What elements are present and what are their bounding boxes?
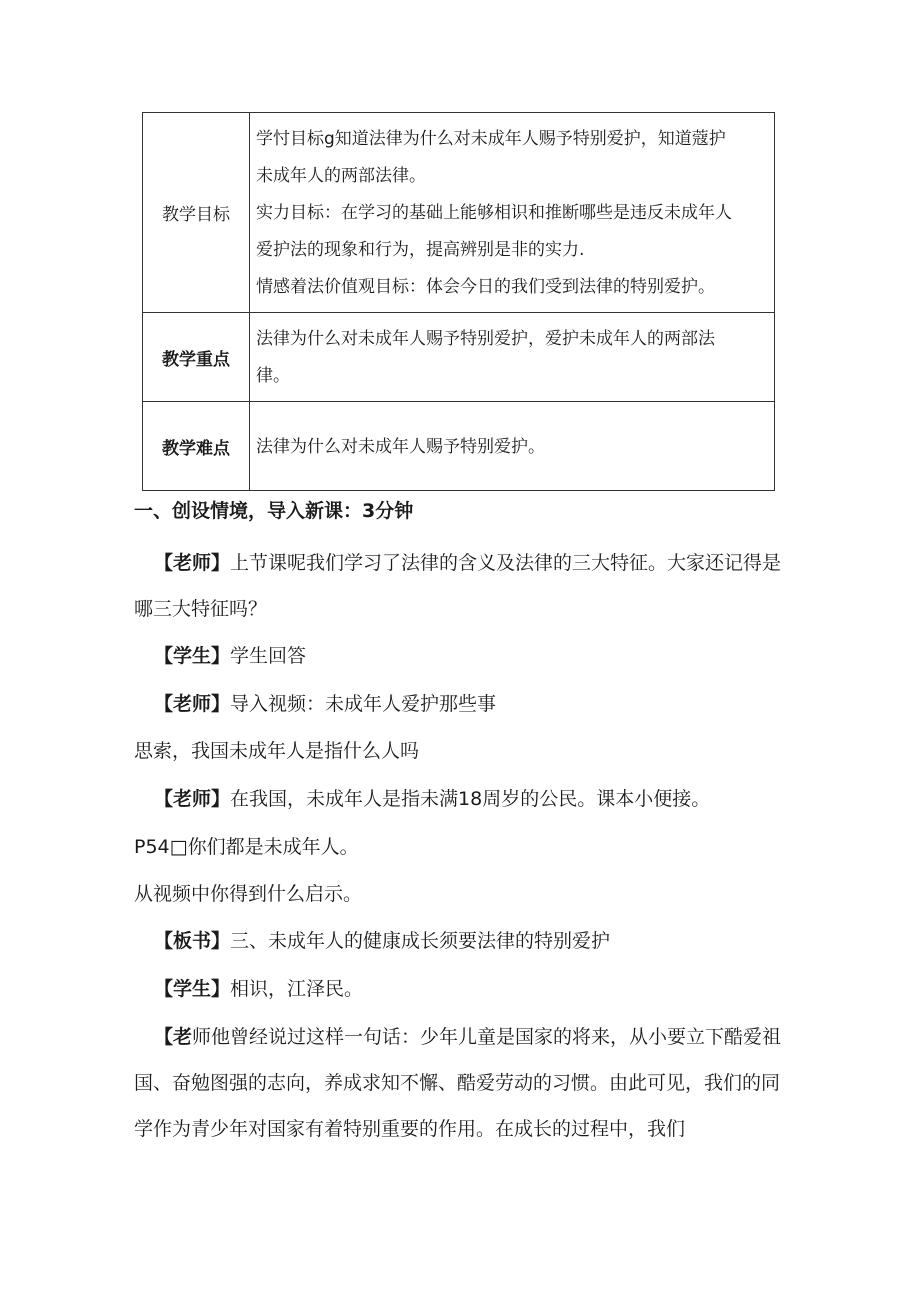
paragraph-question [134,728,790,774]
table-row [143,313,775,402]
speaker-tag: 【学生】 [154,978,231,1000]
content-line: 爱护法的现象和行为，提高辨别是非的实力. [256,240,585,260]
row-content-goals [250,113,775,313]
speaker-tag: 【老师】 [154,788,231,810]
paragraph-text: 从视频中你得到什么启示。 [134,883,363,905]
section-heading: 一、创设情境，导入新课：3分钟 [134,500,414,522]
paragraph-text: 思索，我国未成年人是指什么人吗 [134,740,420,762]
table-row [143,402,775,491]
content-line: 未成年人的两部法律。 [256,166,426,186]
paragraph-text: 学生回答 [230,645,307,667]
content-line: 法律为什么对未成年人赐予特别爱护。 [256,436,545,457]
row-content-difficulties [250,402,775,491]
paragraph-student-2 [134,966,790,1012]
speaker-tag: 【老师】 [154,693,231,715]
content-line: 学忖目标g知道法律为什么对未成年人赐予特别爱护，知道蔻护 [256,129,726,149]
paragraph-text: 导入视频：未成年人爱护那些事 [230,693,497,715]
paragraph-text: 在我国，未成年人是指未满18周岁的公民。课本小便接。 [230,788,711,810]
paragraph-page-ref [134,824,790,870]
paragraph-text: 相识，江泽民。 [230,978,364,1000]
row-label-difficulties: 教学难点 [143,402,250,491]
paragraph-text: 三、未成年人的健康成长须要法律的特别爱护 [230,930,611,952]
row-content-key-points [250,313,775,402]
paragraph-teacher-3 [134,776,790,822]
content-line: 情感着法价值观目标：体会今日的我们受到法律的特别爱护。 [256,277,715,297]
paragraph-inspiration [134,871,790,917]
paragraph-teacher-1 [134,540,790,632]
speaker-tag: 【老 [154,1026,193,1048]
speaker-tag: 【板书】 [154,930,231,952]
paragraph-teacher-2 [134,681,790,727]
paragraph-text: 师他曾经说过这样一句话：少年儿童是国家的将来，从小要立下酷爱祖国、奋勉图强的志向，养成求知不懈、酷爱劳动的习惯。由此可见，我们的同学作为青少年对国家有着特别重要的作用。在成长的过程中，我们 [134,1026,782,1140]
row-label-goals: 教学目标 [143,113,250,313]
table-row [143,113,775,313]
row-label-key-points: 教学重点 [143,313,250,402]
speaker-tag: 【学生】 [154,645,231,667]
paragraph-board [134,918,790,964]
paragraph-teacher-4 [134,1014,790,1152]
paragraph-text: 上节课呢我们学习了法律的含义及法律的三大特征。大家还记得是哪三大特征吗？ [134,552,782,620]
speaker-tag: 【老师】 [154,552,231,574]
content-line: 律。 [256,366,290,386]
content-line: 法律为什么对未成年人赐予特别爱护，爱护未成年人的两部法 [256,329,715,349]
teaching-goals-table [142,112,775,491]
paragraph-text: P54□你们都是未成年人。 [134,836,359,858]
paragraph-student-1 [134,633,790,679]
content-line: 实力目标：在学习的基础上能够相识和推断哪些是违反未成年人 [256,203,732,223]
